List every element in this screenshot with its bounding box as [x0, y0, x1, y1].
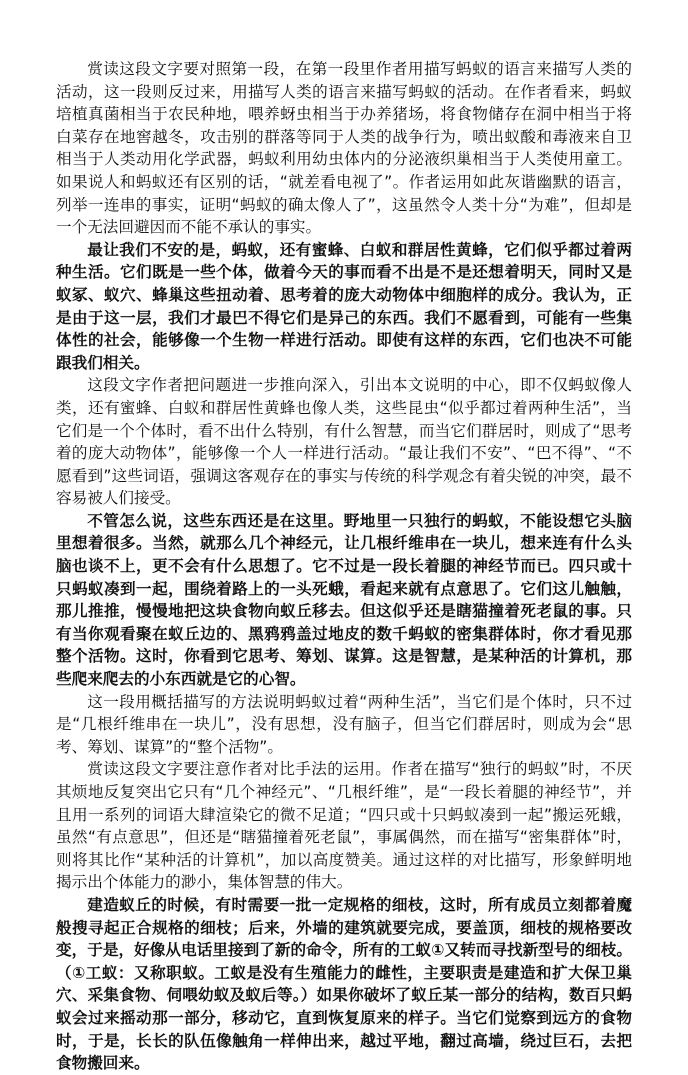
paragraph-commentary-3: 这一段用概括描写的方法说明蚂蚁过着“两种生活”，当它们是个体时，只不过是“几根纤维串在一块儿”，没有思想，没有脑子，但当它们群居时，则成为会“思考、筹划、谋算”的“整个活物”。: [56, 692, 632, 756]
paragraph-commentary-1: 赏读这段文字要对照第一段，在第一段里作者用描写蚂蚁的语言来描写人类的活动，这一段则反过来，用描写人类的语言来描写蚂蚁的活动。在作者看来，蚂蚁培植真菌相当于农民种地，喂养蚜虫相当于办养猪场，将食物储存在洞中相当于将白菜存在地窖越冬，攻击别的群落等同于人类的战争行为，喷出蚁酸和毒液来自卫相当于人类动用化学武器，蚂蚁利用幼虫体内的分泌液织巢相当于人类使用童工。如果说人和蚂蚁还有区别的话，“就差看电视了”。作者运用如此灰谐幽默的语言，列举一连串的事实，证明“蚂蚁的确太像人了”，这虽然令人类十分“为难”，但却是一个无法回避因而不能不承认的事实。: [56, 60, 632, 237]
paragraph-excerpt-3: 建造蚁丘的时候，有时需要一批一定规格的细枝，这时，所有成员立刻都着魔般搜寻起正合规格的细枝；后来，外墙的建筑就要完成，要盖顶，细枝的规格要改变，于是，好像从电话里接到了新的命令，所有的工蚁①又转而寻找新型号的细枝。（①工蚁：又称职蚁。工蚁是没有生殖能力的雌性，主要职责是建造和扩大保卫巢穴、采集食物、伺喂幼蚁及蚁后等。）如果你破坏了蚁丘某一部分的结构，数百只蚂蚁会过来摇动那一部分，移动它，直到恢复原来的样子。当它们觉察到远方的食物时，于是，长长的队伍像触角一样伸出来，越过平地，翻过高墙，绕过巨石，去把食物搬回来。: [56, 895, 632, 1073]
paragraph-excerpt-1: 最让我们不安的是，蚂蚁，还有蜜蜂、白蚁和群居性黄蜂，它们似乎都过着两种生活。它们既是一些个体，做着今天的事而看不出是不是还想着明天，同时又是蚁冢、蚁穴、蜂巢这些扭动着、思考着的庞大动物体中细胞样的成分。我认为，正是由于这一层，我们才最巴不得它们是异己的东西。我们不愿看到，可能有一些集体性的社会，能够像一个生物一样进行活动。即使有这样的东西，它们也决不可能跟我们相关。: [56, 240, 632, 372]
paragraph-commentary-2: 这段文字作者把问题进一步推向深入，引出本文说明的中心，即不仅蚂蚁像人类，还有蜜蜂、白蚁和群居性黄蜂也像人类，这些昆虫“似乎都过着两种生活”，当它们是一个个体时，看不出什么特别，有什么智慧，而当它们群居时，则成了“思考着的庞大动物体”，能够像一个人一样进行活动。“最让我们不安”、“巴不得”、“不愿看到”这些词语，强调这客观存在的事实与传统的科学观念有着尖锐的冲突，最不容易被人们接受。: [56, 376, 632, 508]
paragraph-excerpt-2: 不管怎么说，这些东西还是在这里。野地里一只独行的蚂蚁，不能设想它头脑里想着很多。当然，就那么几个神经元，让几根纤维串在一块儿，想来连有什么头脑也谈不上，更不会有什么思想了。它不过是一段长着腿的神经节而已。四只或十只蚂蚁凑到一起，围绕着路上的一头死蛾，看起来就有点意思了。它们这儿触触，那儿推推，慢慢地把这块食物向蚁丘移去。但这似乎还是瞎猫撞着死老鼠的事。只有当你观看聚在蚁丘边的、黑鸦鸦盖过地皮的数千蚂蚁的密集群体时，你才看见那整个活物。这时，你看到它思考、筹划、谋算。这是智慧，是某种活的计算机，那些爬来爬去的小东西就是它的心智。: [56, 511, 632, 689]
document-page: [56, 58, 632, 1075]
paragraph-commentary-4: 赏读这段文字要注意作者对比手法的运用。作者在描写“独行的蚂蚁”时，不厌其烦地反复突出它只有“几个神经元”、“几根纤维”，是“一段长着腿的神经节”，并且用一系列的词语大肆渲染它的微不足道；“四只或十只蚂蚁凑到一起”搬运死蛾，虽然“有点意思”，但还是“瞎猫撞着死老鼠”，事属偶然，而在描写“密集群体”时，则将其比作“某种活的计算机”，加以高度赞美。通过这样的对比描写，形象鲜明地揭示出个体能力的渺小，集体智慧的伟大。: [56, 760, 632, 892]
